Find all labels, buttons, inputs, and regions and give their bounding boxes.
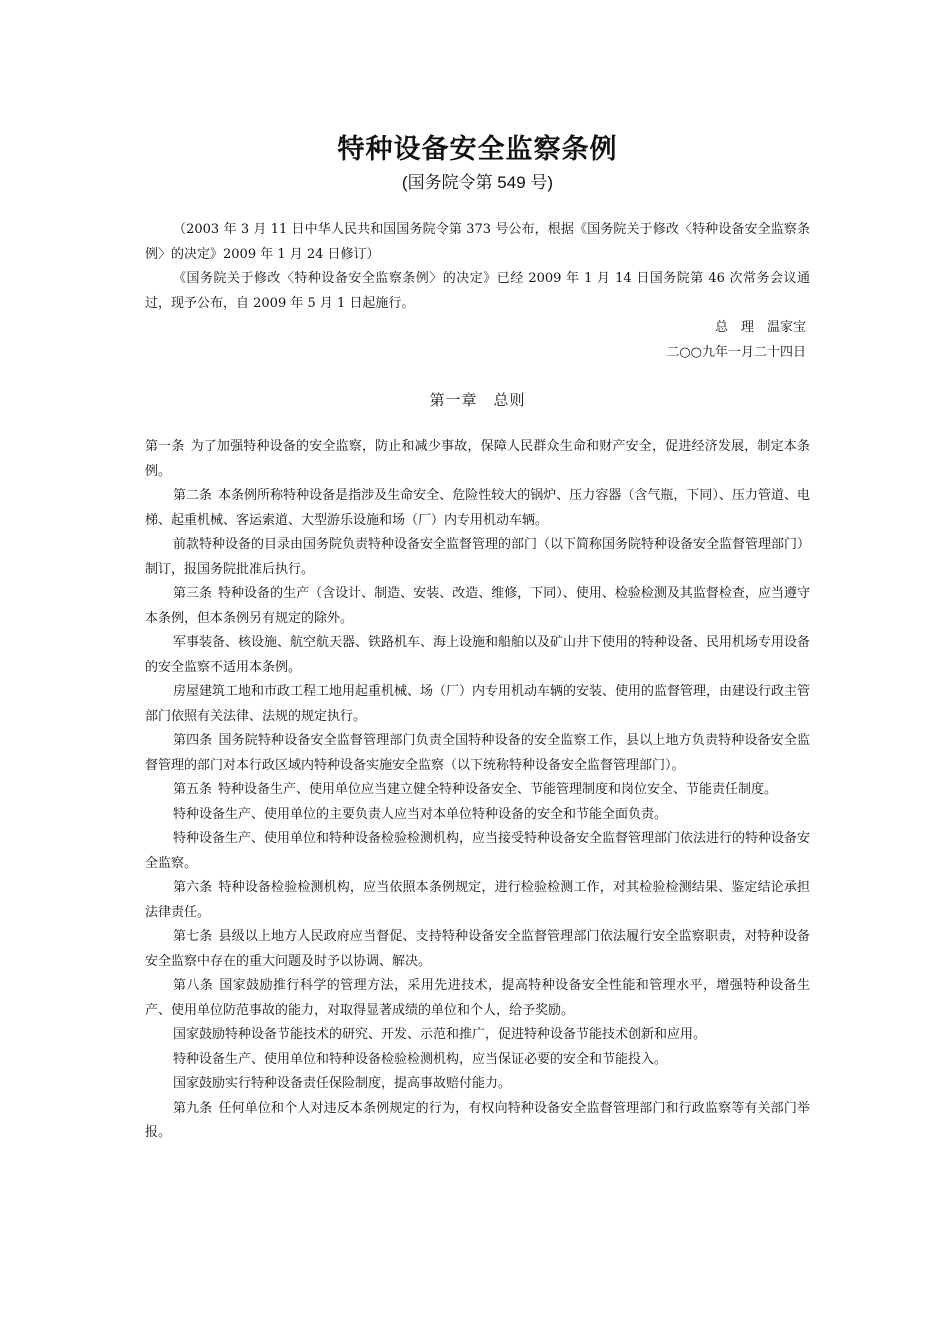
article-paragraph [145,533,810,582]
article-paragraph [145,631,810,680]
article-paragraph [145,1072,810,1097]
article-label: 第六条 [173,880,213,895]
article-paragraph [145,729,810,778]
article-text: 特种设备的生产（含设计、制造、安装、改造、维修，下同）、使用、检验检测及其监督检查，应当遵守本条例，但本条例另有规定的除外。 [145,586,810,626]
article-text: 前款特种设备的目录由国务院负责特种设备安全监督管理的部门（以下简称国务院特种设备安全监督管理部门）制订，报国务院批准后执行。 [145,537,811,577]
article-text: 任何单位和个人对违反本条例规定的行为，有权向特种设备安全监督管理部门和行政监察等有关部门举报。 [145,1100,810,1140]
article-paragraph [145,435,810,484]
article-text: 本条例所称特种设备是指涉及生命安全、危险性较大的锅炉、压力容器（含气瓶，下同）、压力管道、电梯、起重机械、客运索道、大型游乐设施和场（厂）内专用机动车辆。 [145,488,810,528]
article-text: 军事装备、核设施、航空航天器、铁路机车、海上设施和船舶以及矿山井下使用的特种设备、民用机场专用设备的安全监察不适用本条例。 [145,635,811,675]
article-text: 特种设备生产、使用单位的主要负责人应当对本单位特种设备的安全和节能全面负责。 [173,806,668,822]
document-title: 特种设备安全监察条例 [337,134,618,165]
article-paragraph [145,1023,810,1048]
article-text: 县级以上地方人民政府应当督促、支持特种设备安全监督管理部门依法履行安全监察职责，对特种设备安全监察中存在的重大问题及时予以协调、解决。 [145,929,810,969]
preamble-paragraph: （2003 年 3 月 11 日中华人民共和国国务院令第 373 号公布，根据《国务院关于修改〈特种设备安全监察条例〉的决定》2009 年 1 月 24 日修订） [145,222,810,262]
article-text: 特种设备生产、使用单位和特种设备检验检测机构，应当接受特种设备安全监督管理部门依法进行的特种设备安全监察。 [145,831,811,871]
article-text: 国家鼓励实行特种设备责任保险制度，提高事故赔付能力。 [173,1076,512,1091]
article-label: 第九条 [173,1100,213,1116]
article-text: 国务院特种设备安全监督管理部门负责全国特种设备的安全监察工作，县以上地方负责特种设备安全监督管理的部门对本行政区域内特种设备实施安全监察（以下统称特种设备安全监督管理部门）。 [145,733,810,773]
article-label: 第八条 [173,978,214,993]
preamble-paragraph: 《国务院关于修改〈特种设备安全监察条例〉的决定》已经 2009 年 1 月 14 日国务院第 46 次常务会议通过，现予公布，自 2009 年 5 月 1 日起施行。 [145,271,810,311]
chapter-heading: 第一章 总则 [429,391,526,409]
article-label: 第二条 [173,488,213,503]
signature-date: 二○○九年一月二十四日 [666,344,806,360]
article-text: 特种设备生产、使用单位和特种设备检验检测机构，应当保证必要的安全和节能投入。 [173,1051,668,1067]
article-paragraph [145,1097,810,1146]
article-text: 房屋建筑工地和市政工程工地用起重机械、场（厂）内专用机动车辆的安装、使用的监督管理，由建设行政主管部门依照有关法律、法规的规定执行。 [145,684,811,724]
article-paragraph [145,484,810,533]
article-paragraph [145,680,810,729]
article-paragraph [145,876,810,925]
article-text: 特种设备检验检测机构，应当依照本条例规定，进行检验检测工作，对其检验检测结果、鉴定结论承担法律责任。 [145,880,810,920]
article-text: 国家鼓励推行科学的管理方法，采用先进技术，提高特种设备安全性能和管理水平，增强特种设备生产、使用单位防范事故的能力，对取得显著成绩的单位和个人，给予奖励。 [145,978,810,1018]
article-paragraph [145,803,810,828]
article-label: 第三条 [173,586,213,601]
article-text: 为了加强特种设备的安全监察，防止和减少事故，保障人民群众生命和财产安全，促进经济发展，制定本条例。 [145,439,810,479]
article-paragraph [145,974,810,1023]
article-paragraph [145,1048,810,1073]
article-paragraph [145,827,810,876]
article-label: 第五条 [173,782,213,797]
article-label: 第七条 [173,929,213,944]
article-paragraph [145,582,810,631]
article-label: 第四条 [173,733,213,748]
signature: 总 理 温家宝 [714,320,806,335]
article-text: 特种设备生产、使用单位应当建立健全特种设备安全、节能管理制度和岗位安全、节能责任制度。 [218,782,778,797]
article-paragraph [145,778,810,803]
article-list [145,435,810,1146]
document-subtitle: (国务院令第 549 号) [401,173,554,192]
article-label: 第一条 [145,439,185,454]
article-paragraph [145,925,810,974]
document-page [145,130,810,1146]
article-text: 国家鼓励特种设备节能技术的研究、开发、示范和推广，促进特种设备节能技术创新和应用。 [173,1027,707,1042]
